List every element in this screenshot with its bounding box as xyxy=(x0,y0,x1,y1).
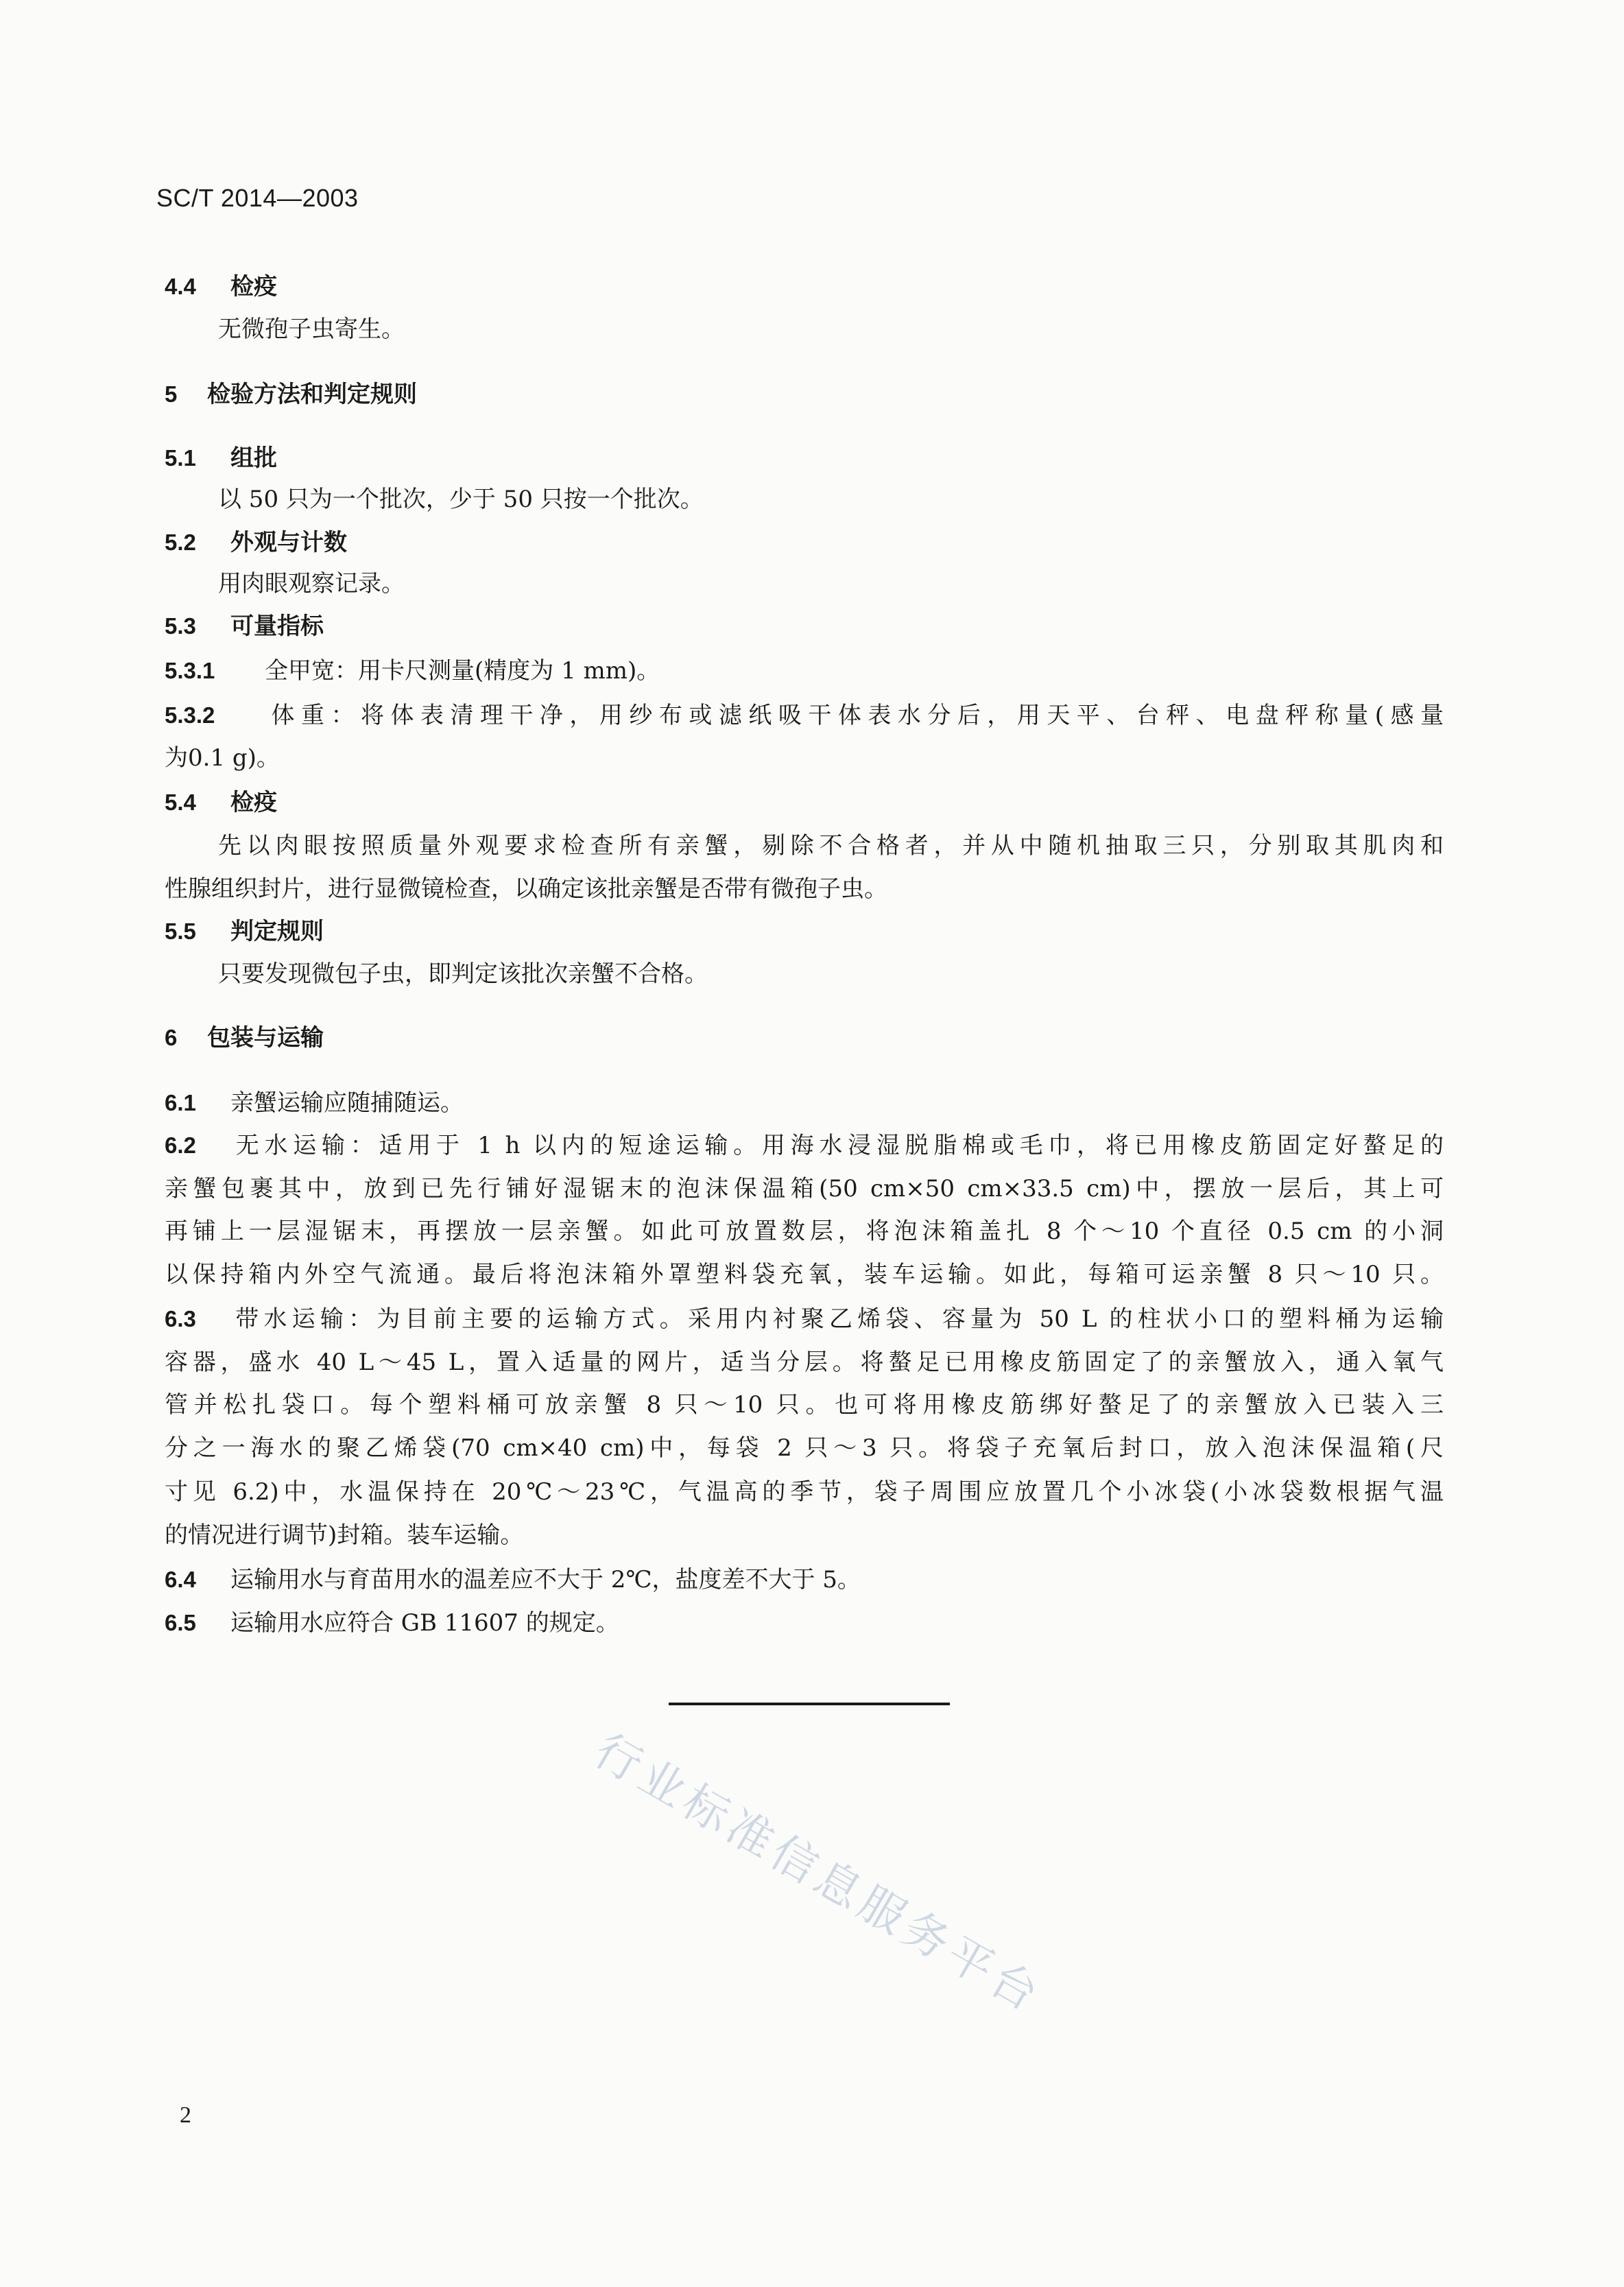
section-6-3-line6: 的情况进行调节)封箱。装车运输。 xyxy=(165,1521,524,1549)
section-number: 5.3 xyxy=(165,613,196,639)
section-number: 5.3.2 xyxy=(165,702,215,728)
section-6-3-line5: 寸见 6.2)中，水温保持在 20℃～23℃，气温高的季节，袋子周围应放置几个小冰袋(小冰袋数根据气温 xyxy=(165,1478,1444,1506)
standard-code-header: SC/T 2014—2003 xyxy=(156,184,359,212)
section-number: 5.3.1 xyxy=(165,658,215,683)
end-rule xyxy=(669,1703,950,1705)
section-title: 外观与计数 xyxy=(230,529,347,556)
section-title: 判定规则 xyxy=(230,918,324,945)
section-text: 全甲宽：用卡尺测量(精度为 1 mm)。 xyxy=(265,657,660,685)
section-6-2-line1 xyxy=(165,1126,1444,1160)
section-5-3-2-line1 xyxy=(165,696,1444,730)
section-number: 5.2 xyxy=(165,530,196,555)
section-5-3-1 xyxy=(165,652,660,685)
section-6-3-line3: 管并松扎袋口。每个塑料桶可放亲蟹 8 只～10 只。也可将用橡皮筋绑好螯足了的亲蟹放入已装入三 xyxy=(165,1391,1444,1419)
section-number: 6.5 xyxy=(165,1610,196,1635)
chapter-number: 6 xyxy=(165,1025,178,1050)
section-5-3-heading xyxy=(165,607,324,641)
section-5-4-text-line1: 先以肉眼按照质量外观要求检查所有亲蟹，剔除不合格者，并从中随机抽取三只，分别取其肌肉和 xyxy=(218,832,1444,860)
section-6-5 xyxy=(165,1604,619,1637)
chapter-title: 检验方法和判定规则 xyxy=(207,381,417,408)
section-number: 6.4 xyxy=(165,1567,196,1592)
section-6-1 xyxy=(165,1084,464,1117)
section-5-1-heading xyxy=(165,439,277,473)
section-6-4 xyxy=(165,1561,861,1594)
section-number: 6.3 xyxy=(165,1306,196,1331)
section-number: 6.2 xyxy=(165,1133,196,1158)
section-5-4-heading xyxy=(165,783,277,817)
section-5-5-text: 只要发现微包子虫，即判定该批次亲蟹不合格。 xyxy=(218,960,708,988)
section-title: 检疫 xyxy=(230,789,277,816)
section-4-4-text: 无微孢子虫寄生。 xyxy=(218,316,405,343)
section-6-3-line1 xyxy=(165,1300,1444,1334)
section-text: 无水运输：适用于 1 h 以内的短途运输。用海水浸湿脱脂棉或毛巾，将已用橡皮筋固定好螯足的 xyxy=(230,1132,1444,1159)
section-5-1-text: 以 50 只为一个批次，少于 50 只按一个批次。 xyxy=(218,486,704,513)
section-text: 体重：将体表清理干净，用纱布或滤纸吸干体表水分后，用天平、台秤、电盘秤称量(感量 xyxy=(265,702,1444,729)
section-number: 4.4 xyxy=(165,274,196,299)
section-title: 可量指标 xyxy=(230,613,324,640)
section-6-3-line4: 分之一海水的聚乙烯袋(70 cm×40 cm)中，每袋 2 只～3 只。将袋子充氧后封口，放入泡沫保温箱(尺 xyxy=(165,1434,1444,1462)
section-title: 组批 xyxy=(230,445,277,472)
section-text: 运输用水应符合 GB 11607 的规定。 xyxy=(230,1609,619,1637)
chapter-6-heading xyxy=(165,1019,324,1052)
chapter-number: 5 xyxy=(165,381,178,407)
section-5-2-text: 用肉眼观察记录。 xyxy=(218,570,405,597)
section-6-2-line2: 亲蟹包裹其中，放到已先行铺好湿锯末的泡沫保温箱(50 cm×50 cm×33.5 cm)中，摆放一层后，其上可 xyxy=(165,1175,1444,1202)
section-6-2-line3: 再铺上一层湿锯末，再摆放一层亲蟹。如此可放置数层，将泡沫箱盖扎 8 个～10 个直径 0.5 cm 的小洞 xyxy=(165,1218,1444,1245)
section-6-2-line4: 以保持箱内外空气流通。最后将泡沫箱外罩塑料袋充氧，装车运输。如此，每箱可运亲蟹 8 只～10 只。 xyxy=(165,1261,1444,1288)
section-text: 带水运输：为目前主要的运输方式。采用内衬聚乙烯袋、容量为 50 L 的柱状小口的塑料桶为运输 xyxy=(230,1305,1444,1333)
section-4-4-heading xyxy=(165,268,277,301)
section-number: 5.5 xyxy=(165,919,196,944)
section-number: 6.1 xyxy=(165,1090,196,1115)
section-text: 亲蟹运输应随捕随运。 xyxy=(230,1089,464,1117)
section-text: 运输用水与育苗用水的温差应不大于 2℃，盐度差不大于 5。 xyxy=(230,1566,861,1593)
chapter-title: 包装与运输 xyxy=(207,1024,324,1052)
page-number: 2 xyxy=(180,2102,191,2128)
section-number: 5.4 xyxy=(165,790,196,815)
section-title: 检疫 xyxy=(230,273,277,300)
section-number: 5.1 xyxy=(165,445,196,471)
watermark: 行业标准信息服务平台 xyxy=(586,1723,1052,2024)
section-6-3-line2: 容器，盛水 40 L～45 L，置入适量的网片，适当分层。将螯足已用橡皮筋固定了的亲蟹放入，通入氧气 xyxy=(165,1349,1444,1376)
section-5-3-2-line2: 为0.1 g)。 xyxy=(165,744,280,772)
section-5-2-heading xyxy=(165,523,347,557)
section-5-4-text-line2: 性腺组织封片，进行显微镜检查，以确定该批亲蟹是否带有微孢子虫。 xyxy=(165,875,887,903)
section-5-5-heading xyxy=(165,912,324,946)
chapter-5-heading xyxy=(165,375,417,409)
